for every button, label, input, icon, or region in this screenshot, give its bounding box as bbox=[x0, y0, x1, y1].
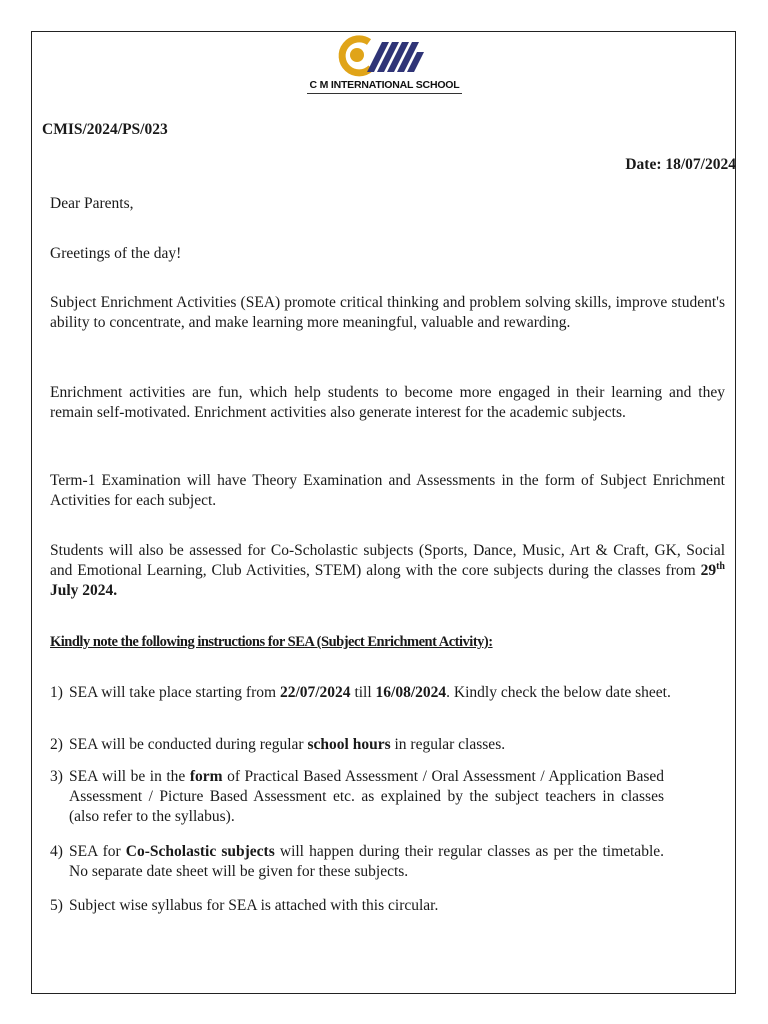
instruction-number: 2) bbox=[50, 736, 63, 753]
instruction-text: Subject wise syllabus for SEA is attached with this circular. bbox=[69, 897, 439, 914]
instruction-item bbox=[50, 767, 730, 827]
instruction-number: 3) bbox=[50, 768, 63, 785]
instruction-number: 5) bbox=[50, 897, 63, 914]
circular-reference: CMIS/2024/PS/023 bbox=[42, 121, 168, 138]
instruction-item bbox=[50, 896, 730, 916]
instruction-number: 4) bbox=[50, 843, 63, 860]
school-name: C M INTERNATIONAL SCHOOL bbox=[309, 79, 460, 91]
instructions-heading: Kindly note the following instructions for SEA (Subject Enrichment Activity): bbox=[50, 634, 493, 650]
instruction-item bbox=[50, 842, 730, 882]
instruction-item bbox=[50, 735, 730, 755]
start-day-suffix: th bbox=[716, 560, 725, 572]
instruction-text: till bbox=[350, 684, 376, 701]
instruction-text: SEA will be conducted during regular bbox=[69, 736, 308, 753]
start-date: 22/07/2024 bbox=[279, 684, 351, 701]
instruction-emphasis: Co-Scholastic subjects bbox=[125, 843, 275, 860]
salutation: Dear Parents, bbox=[50, 195, 134, 212]
instruction-text: of Practical Based Assessment / Oral Assessment / Application Based Assessment / Picture Based Assessment etc. as explained by the subject teachers in classes (also refer to the syllabus). bbox=[69, 768, 664, 825]
start-month-year: July 2024. bbox=[50, 582, 118, 599]
instruction-item bbox=[50, 683, 730, 703]
instruction-text: . Kindly check the below date sheet. bbox=[446, 684, 671, 701]
paragraph-term1: Term-1 Examination will have Theory Examination and Assessments in the form of Subject Enrichment Activities for each subject. bbox=[50, 472, 725, 509]
logo-underline bbox=[307, 93, 462, 94]
co-scholastic-text: Students will also be assessed for Co-Scholastic subjects (Sports, Dance, Music, Art & Craft, GK, Social and Emotional Learning, Club Activities, STEM) along with the core subjects during the classes from bbox=[50, 542, 725, 579]
school-logo bbox=[303, 32, 466, 98]
greeting: Greetings of the day! bbox=[50, 245, 182, 262]
instruction-text: in regular classes. bbox=[390, 736, 506, 753]
instruction-emphasis: form bbox=[189, 768, 223, 785]
instruction-text: SEA for bbox=[69, 843, 126, 860]
instruction-number: 1) bbox=[50, 684, 63, 701]
start-day: 29 bbox=[700, 562, 717, 579]
instruction-text: will happen during their regular classes as per the timetable. No separate date sheet will be given for these subjects. bbox=[69, 843, 664, 880]
paragraph-co-scholastic bbox=[50, 541, 725, 601]
circular-date: Date: 18/07/2024 bbox=[625, 156, 736, 173]
instruction-text: SEA will be in the bbox=[69, 768, 190, 785]
instruction-emphasis: school hours bbox=[307, 736, 391, 753]
paragraph-enrichment: Enrichment activities are fun, which help students to become more engaged in their learning and they remain self-motivated. Enrichment activities also generate interest for the academic subjects. bbox=[50, 384, 725, 421]
instruction-text: SEA will take place starting from bbox=[69, 684, 280, 701]
end-date: 16/08/2024 bbox=[375, 684, 447, 701]
paragraph-sea-benefits: Subject Enrichment Activities (SEA) promote critical thinking and problem solving skills, improve student's ability to concentrate, and make learning more meaningful, valuable and rewarding. bbox=[50, 294, 725, 331]
